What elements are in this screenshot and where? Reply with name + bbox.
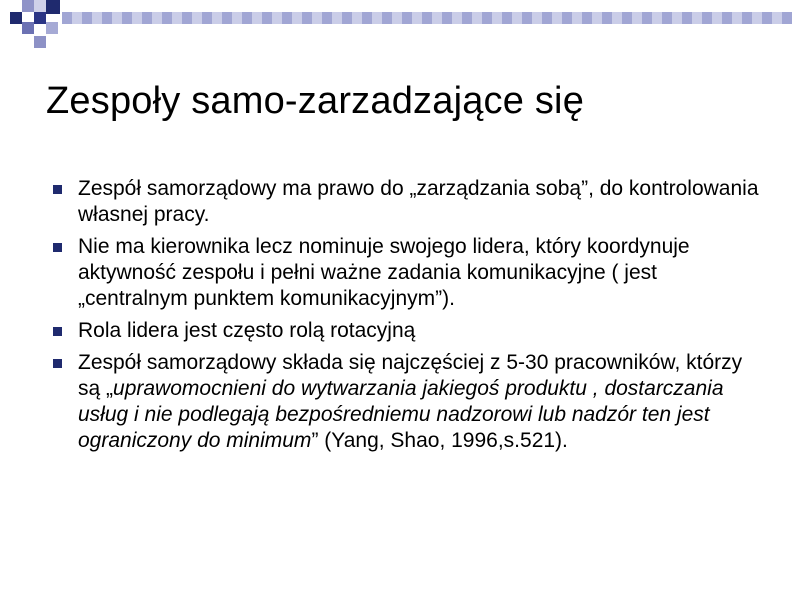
bullet-item <box>46 318 766 344</box>
bullet-text <box>78 351 742 452</box>
bullet-item <box>46 176 766 228</box>
decorative-square <box>10 12 22 24</box>
bullet-segment: ” (Yang, Shao, 1996,s.521). <box>311 429 568 452</box>
bullet-segment-italic: uprawomocnieni do wytwarzania jakiegoś produktu , dostarczania usług i nie podlegają bezpośredniemu nadzorowi lub nadzór ten jest ograniczony do minimum <box>78 377 724 452</box>
bullet-text <box>78 177 759 226</box>
decorative-square <box>46 22 58 34</box>
bullet-segment: Nie ma kierownika lecz nominuje swojego lidera, który koordynuje aktywność zespołu i pełni ważne zadania komunikacyjne ( jest „centralnym punktem komunikacyjnym”). <box>78 235 690 310</box>
bullet-segment: Zespół samorządowy składa się najczęściej z 5-30 pracowników, którzy są „ <box>78 351 743 400</box>
bullet-segment: Rola lidera jest często rolą rotacyjną <box>78 319 416 342</box>
decorative-square <box>34 12 46 24</box>
decorative-square <box>34 36 46 48</box>
decorative-square <box>34 0 46 12</box>
bullet-segment: Zespół samorządowy ma prawo do „zarządzania sobą”, do kontrolowania własnej pracy. <box>78 177 759 226</box>
square-bullet-icon <box>53 243 62 252</box>
bullet-text <box>78 235 690 310</box>
decorative-square <box>46 0 60 14</box>
slide-title: Zespoły samo-zarzadzające się <box>46 80 585 122</box>
bullet-text <box>78 319 415 342</box>
square-bullet-icon <box>53 359 62 368</box>
header-stripe <box>62 12 792 24</box>
bullet-item <box>46 350 766 454</box>
bullet-list <box>46 176 766 460</box>
square-bullet-icon <box>53 327 62 336</box>
decorative-square <box>22 0 34 12</box>
bullet-item <box>46 234 766 312</box>
square-bullet-icon <box>53 185 62 194</box>
decorative-square <box>22 22 34 34</box>
